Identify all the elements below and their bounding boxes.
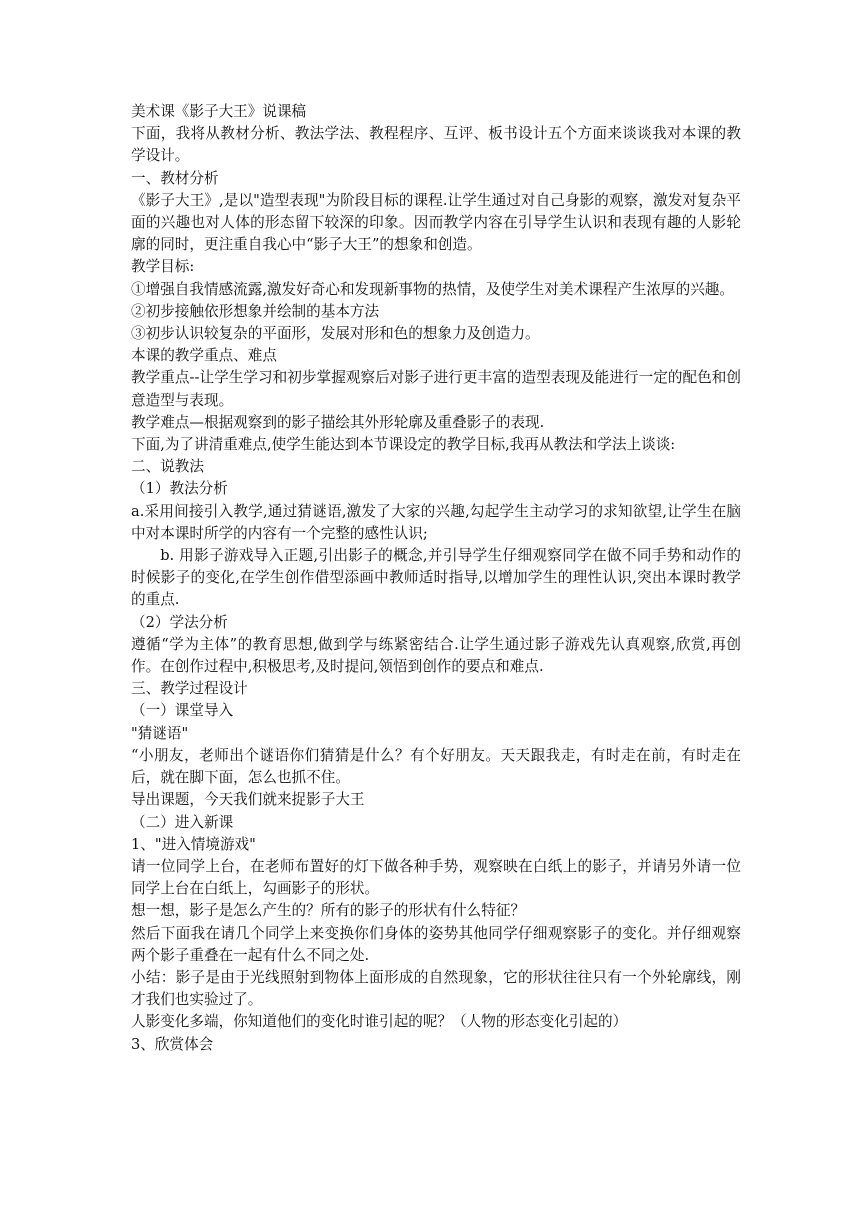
section-heading-teaching-method: 二、说教法 [131,458,204,476]
game-heading: 1、"进入情境游戏" [131,835,256,853]
document-body [131,101,741,1056]
teaching-goals-heading: 教学目标: [131,258,195,276]
key-points-heading: 本课的教学重点、难点 [131,347,277,365]
method-item-b: b. 用影子游戏导入正题,引出影子的概念,并引导学生仔细观察同学在做不同手势和动作的时候影子的变化,在学生创作借型添画中教师适时指导,以增加学生的理性认识,突出本课时教学的重点. [131,547,741,609]
transition-paragraph: 下面,为了讲清重难点,使学生能达到本节课设定的教学目标,我再从教法和学法上谈谈: [131,436,676,454]
lead-in-paragraph: 导出课题，今天我们就来捉影子大王 [131,791,365,809]
textbook-analysis-paragraph: 《影子大王》,是以"造型表现"为阶段目标的课程.让学生通过对自己身影的观察，激发对复杂平面的兴趣也对人体的形态留下较深的印象。因而教学内容在引导学生认识和表现有趣的人影轮廓的同时，更注重自我心中“影子大王”的想象和创造。 [131,191,741,254]
game-paragraph: 请一位同学上台，在老师布置好的灯下做各种手势，观察映在白纸上的影子，并请另外请一位同学上台在白纸上，勾画影子的形状。 [131,857,741,898]
method-item-a: a.采用间接引入教学,通过猜谜语,激发了大家的兴趣,勾起学生主动学习的求知欲望,让学生在脑中对本课时所学的内容有一个完整的感性认识; [131,502,741,542]
subheading-new-lesson: （二）进入新课 [131,813,234,831]
observation-paragraph: 然后下面我在请几个同学上来变换你们身体的姿势其他同学仔细观察影子的变化。并仔细观察两个影子重叠在一起有什么不同之处. [131,924,741,964]
riddle-paragraph: “小朋友，老师出个谜语你们猜猜是什么？有个好朋友。天天跟我走，有时走在前，有时走在后，就在脚下面，怎么也抓不住。 [131,746,741,787]
riddle-label: "猜谜语" [131,724,189,742]
goal-item-3: ③初步认识较复杂的平面形，发展对形和色的想象力及创造力。 [131,325,540,343]
subheading-introduction: （一）课堂导入 [131,702,234,720]
key-point-paragraph: 教学重点--让学生学习和初步掌握观察后对影子进行更丰富的造型表现及能进行一定的配色和创意造型与表现。 [131,369,741,409]
shadow-change-paragraph: 人影变化多端，你知道他们的变化时谁引起的呢？（人物的形态变化引起的） [131,1013,628,1031]
question-paragraph: 想一想，影子是怎么产生的？所有的影子的形状有什么特征？ [131,902,526,920]
goal-item-1: ①增强自我情感流露,激发好奇心和发现新事物的热情，及使学生对美术课程产生浓厚的兴趣。 [131,280,734,298]
section-heading-process: 三、教学过程设计 [131,680,248,698]
appreciation-heading: 3、欣赏体会 [131,1035,214,1053]
difficulty-paragraph: 教学难点—根据观察到的影子描绘其外形轮廓及重叠影子的表现. [131,413,545,431]
subheading-learning-analysis: （2）学法分析 [131,613,228,631]
goal-item-2: ②初步接触依形想象并绘制的基本方法 [131,302,380,320]
subheading-method-analysis: （1）教法分析 [131,480,228,498]
learning-analysis-paragraph: 遵循“学为主体”的教育思想,做到学与练紧密结合.让学生通过影子游戏先认真观察,欣赏,再创作。在创作过程中,积极思考,及时提问,领悟到创作的要点和难点. [131,635,741,676]
section-heading-textbook-analysis: 一、教材分析 [131,169,219,187]
intro-paragraph: 下面，我将从教材分析、教法学法、教程程序、互评、板书设计五个方面来谈谈我对本课的教学设计。 [131,125,741,165]
summary-paragraph: 小结：影子是由于光线照射到物体上面形成的自然现象，它的形状往往只有一个外轮廓线，刚才我们也实验过了。 [131,968,741,1009]
document-title: 美术课《影子大王》说课稿 [131,103,307,120]
